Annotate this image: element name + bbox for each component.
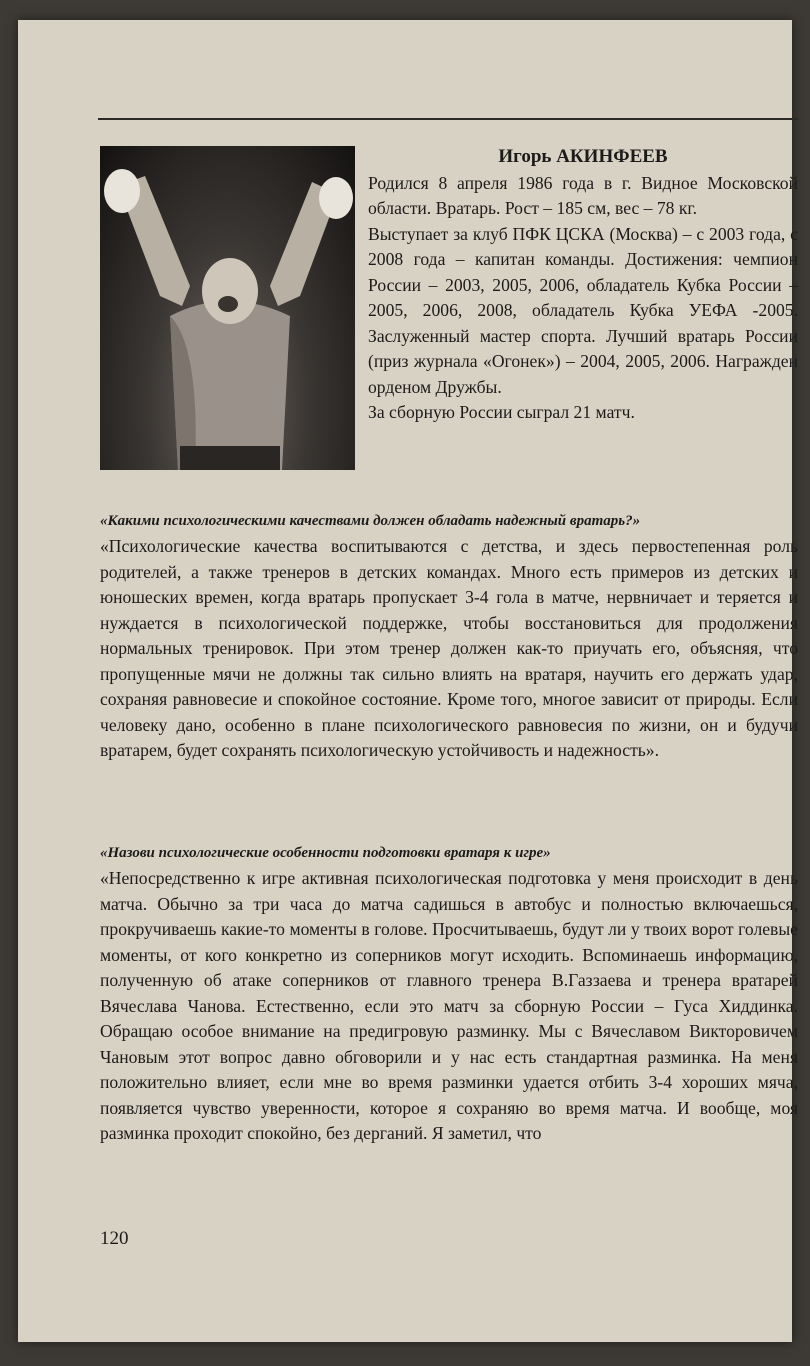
qa-section-1 — [100, 510, 798, 764]
bio-paragraph-birth: Родился 8 апреля 1986 года в г. Видное Московской области. Вратарь. Рост – 185 см, вес – 78 кг. — [368, 172, 798, 218]
bio-paragraph-national-team: За сборную России сыграл 21 матч. — [368, 402, 635, 422]
bio-paragraph-career: Выступает за клуб ПФК ЦСКА (Москва) – с 2003 года, с 2008 года – капитан команды. Достижения: чемпион России – 2003, 2005, 2006, обладатель Кубка России – 2005, 2006, 2008, обладатель Кубка УЕФА -2005. Заслуженный мастер спорта. Лучший вратарь России (приз журнала «Огонек») – 2004, 2005, 2006. Награжден орденом Дружбы. — [368, 223, 798, 397]
goalkeeper-photo — [100, 146, 355, 470]
question-1: «Какими психологическими качествами должен обладать надежный вратарь?» — [100, 513, 641, 529]
page-number: 120 — [100, 1228, 129, 1249]
answer-2: «Непосредственно к игре активная психологическая подготовка у меня происходит в день матча. Обычно за три часа до матча садишься в автобус и полностью включаешься, прокручиваешь какие-то моменты в голове. Просчитываешь, будут ли у твоих ворот голевые моменты, от кого конкретно из соперников могут исходить. Вспоминаешь информацию, полученную об атаке соперников от главного тренера В.Газзаева и тренера вратарей Вячеслава Чанова. Естественно, если это матч за сборную России – Гуса Хиддинка. Обращаю особое внимание на предигровую разминку. Мы с Вячеславом Викторовичем Чановым этот вопрос давно обговорили и у нас есть стандартная разминка. На меня положительно влияет, если мне во время разминки удается отбить 3-4 хороших мяча, появляется чувство уверенности, которое я сохраняю во время матча. И вообще, моя разминка проходит спокойно, без дерганий. Я заметил, что — [100, 868, 798, 1143]
question-2: «Назови психологические особенности подготовки вратаря к игре» — [100, 845, 551, 861]
goalkeeper-photo-figure — [100, 146, 355, 470]
qa-section-2 — [100, 842, 798, 1147]
player-bio — [368, 144, 798, 426]
player-name: Игорь АКИНФЕЕВ — [498, 146, 668, 167]
answer-1: «Психологические качества воспитываются с детства, и здесь первостепенная роль родителей, а также тренеров в детских командах. Много есть примеров из детских и юношеских времен, когда вратарь пропускает 3-4 гола в матче, нервничает и теряется и нуждается в психологической поддержке, чтобы восстановиться для продолжения нормальных тренировок. При этом тренер должен как-то приучать его, объясняя, что пропущенные мячи не должны так сильно влиять на вратаря, научить его держать удар, сохраняя равновесие и спокойное состояние. Кроме того, многое зависит от природы. Если человеку дано, особенно в плане психологического равновесия по жизни, он и будучи вратарем, будет сохранять психологическую устойчивость и надежность». — [100, 536, 798, 760]
header-rule — [98, 118, 798, 120]
book-page — [18, 20, 798, 1342]
